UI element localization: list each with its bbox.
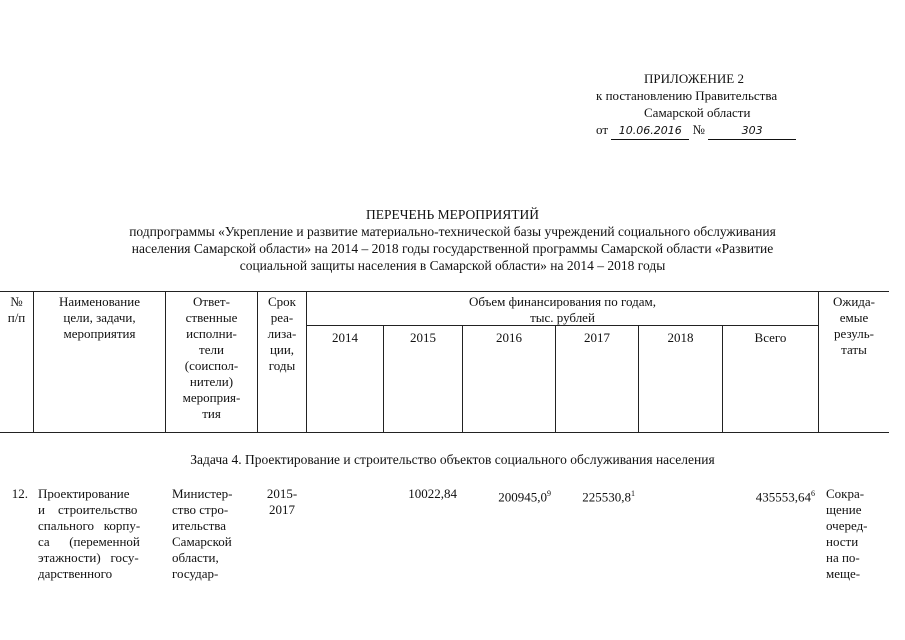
document-heading: [0, 206, 905, 274]
table-top-border: [0, 291, 889, 292]
header-total: Всего: [754, 330, 787, 345]
header-term: Срок реа- лиза- ции, годы: [267, 294, 297, 373]
header-year-2015: 2015: [410, 330, 436, 345]
header-name: Наименование цели, задачи, мероприятия: [59, 294, 140, 341]
header-year-2017: 2017: [584, 330, 610, 345]
row-term: 2015- 2017: [266, 486, 298, 517]
heading-line1: подпрограммы «Укрепление и развитие материально-технической базы учреждений социального обслуживания: [129, 224, 776, 239]
task-heading: Задача 4. Проектирование и строительство объектов социального обслуживания населения: [190, 452, 715, 467]
number-prefix: №: [692, 122, 705, 137]
date-value: 10.06.2016: [611, 122, 689, 140]
row-value-2015: 10022,84: [408, 486, 457, 501]
appendix-title: ПРИЛОЖЕНИЕ 2: [644, 71, 744, 86]
header-bottom-border: [0, 432, 889, 433]
row-total: 435553,64$^6$: [755, 489, 815, 505]
appendix-line2: к постановлению Правительства: [596, 88, 778, 103]
row-responsible: Министер- ство стро- ительства Самарской области, государ-: [172, 486, 233, 581]
number-value: 303: [708, 122, 796, 140]
heading-title: ПЕРЕЧЕНЬ МЕРОПРИЯТИЙ: [365, 207, 540, 222]
header-result: Ожида- емые резуль- таты: [832, 294, 876, 357]
appendix-date-line: [596, 121, 836, 140]
header-year-2014: 2014: [332, 330, 358, 345]
heading-line2: населения Самарской области» на 2014 – 2018 годы государственной программы Самарской области «Развитие: [131, 241, 774, 256]
heading-line3: социальной защиты населения в Самарской области» на 2014 – 2018 годы: [239, 258, 666, 273]
appendix-line3: Самарской области: [644, 105, 751, 120]
row-value-2016: 200945,0$^9$: [498, 489, 551, 505]
row-name: Проектирование и строительство спального корпу- са (переменной этажности) госу- дарственного: [38, 486, 141, 581]
row-value-2017: 225530,8$^1$: [582, 489, 635, 505]
date-prefix: от: [596, 122, 609, 137]
row-result: Сокра- щение очеред- ности на по- меще-: [826, 486, 868, 581]
header-funding: Объем финансирования по годам, тыс. рублей: [468, 294, 657, 325]
header-num: № п/п: [7, 294, 26, 325]
appendix-block: [596, 70, 836, 140]
header-year-2016: 2016: [496, 330, 522, 345]
row-num: 12.: [11, 486, 28, 501]
header-year-2018: 2018: [667, 330, 694, 345]
header-responsible: Ответ- ственные исполни- тели (соиспол- нители) мероприя- тия: [182, 294, 241, 421]
